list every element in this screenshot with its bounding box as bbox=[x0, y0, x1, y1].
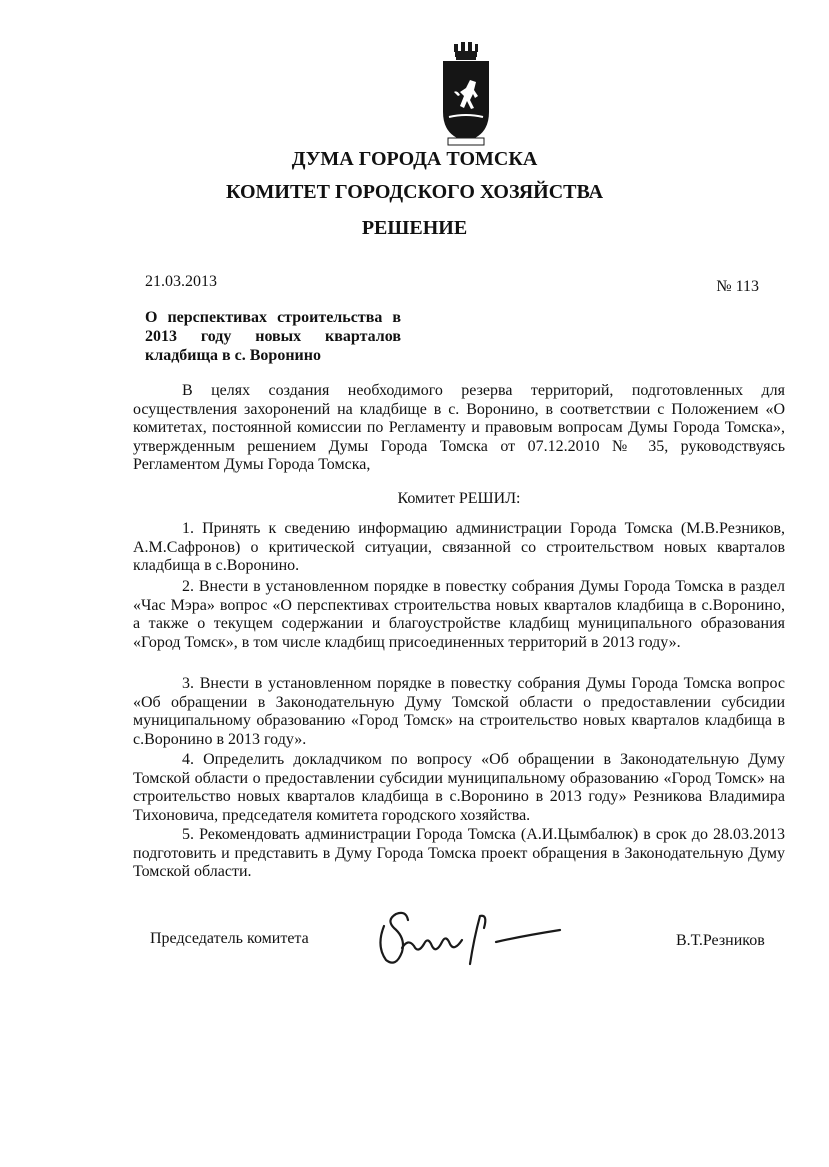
resolution-item: 5. Рекомендовать администрации Города Томска (А.И.Цымбалюк) в срок до 28.03.2013 подготовить и представить в Думу Города Томска проект обращения в Законодательную Думу Томской области. bbox=[133, 826, 785, 881]
document-date: 21.03.2013 bbox=[145, 273, 217, 290]
intro-paragraph: В целях создания необходимого резерва территорий, подготовленных для осуществления захоронений на кладбище в с. Воронино, в соответствии с Положением «О комитетах, постоянной комиссии по Регламенту и правовым вопросам Думы Города Томска», утвержденным решением Думы Города Томска от 07.12.2010 № 35, руководствуясь Регламентом Думы Города Томска, bbox=[133, 382, 785, 474]
signatory-name: В.Т.Резников bbox=[676, 932, 765, 949]
resolution-item: 1. Принять к сведению информацию администрации Города Томска (М.В.Резников, А.М.Сафронов) о критической ситуации, связанной со строительством новых кварталов кладбища в с.Воронино. bbox=[133, 520, 785, 575]
duma-title: ДУМА ГОРОДА ТОМСКА bbox=[291, 148, 538, 170]
resolution-item: 2. Внести в установленном порядке в повестку собрания Думы Города Томска в раздел «Час Мэра» вопрос «О перспективах строительства новых кварталов кладбища в с.Воронино, а также о текущем содержании и благоустройстве кладбищ муниципального образования «Город Томск», в том числе кладбищ присоединенных территорий в 2013 году». bbox=[133, 578, 785, 651]
coat-of-arms-icon bbox=[440, 40, 492, 148]
handwritten-signature bbox=[372, 898, 567, 978]
resolution-item: 4. Определить докладчиком по вопросу «Об обращении в Законодательную Думу Томской области о предоставлении субсидии муниципальному образованию «Город Томск» на строительство новых кварталов кладбища в с.Воронино в 2013 году» Резникова Владимира Тихоновича, председателя комитета городского хозяйства. bbox=[133, 751, 785, 824]
document-type: РЕШЕНИЕ bbox=[361, 217, 468, 239]
resolution-item: 3. Внести в установленном порядке в повестку собрания Думы Города Томска вопрос «Об обращении в Законодательную Думу Томской области о предоставлении субсидии муниципальному образованию «Город Томск» на строительство новых кварталов кладбища в с.Воронино в 2013 году». bbox=[133, 675, 785, 748]
document-number: № 113 bbox=[716, 278, 759, 295]
committee-title: КОМИТЕТ ГОРОДСКОГО ХОЗЯЙСТВА bbox=[225, 181, 604, 203]
document-subject: О перспективах строительства в 2013 году новых кварталов кладбища в с. Воронино bbox=[145, 309, 401, 364]
resolved-heading: Комитет РЕШИЛ: bbox=[397, 490, 521, 507]
signature-title: Председатель комитета bbox=[150, 930, 309, 947]
